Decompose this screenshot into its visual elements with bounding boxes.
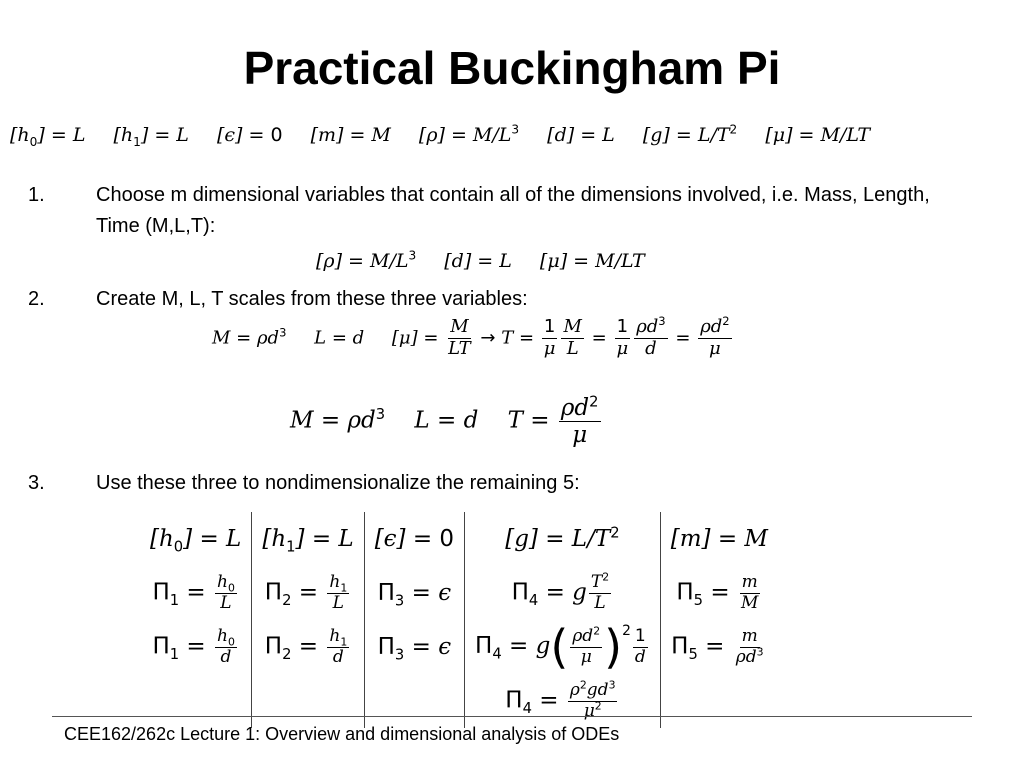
step-1: [28, 180, 988, 244]
step-2: [28, 284, 988, 316]
step-1-equation: $[\rho] = M/L^3$ [d] = L [μ] = M/LT: [316, 248, 645, 272]
step-1-text: Choose m dimensional variables that contain all of the dimensions involved, i.e. Mass, Length, Time (M,L,T):: [96, 184, 930, 237]
footer-rule: [52, 716, 972, 717]
pi-groups-table: [140, 512, 778, 728]
step-2-derivation: $M = \rho d^3$ L = d [μ] = $\frac{M}{LT}$ → T = $\frac{1}{\mu}$ $\frac{M}{L}$ = $\frac{1}{\mu}$ $\frac{\rho d^3}{d}$ = $\frac{\rho d^2}{\mu}$: [212, 314, 730, 359]
table-row: $\Pi_1$ = $\frac{h_0}{L}$ $\Pi_2$ = $\frac{h_1}{L}$ $\Pi_3 = \epsilon$ $\Pi_4 = g$ $\frac{T^2}{L}$ $\Pi_5$ = $\frac{m}{M}$: [140, 566, 778, 620]
step-3-text: Use these three to nondimensionalize the remaining 5:: [96, 472, 580, 494]
table-row: $\Pi_1$ = $\frac{h_0}{d}$ $\Pi_2$ = $\frac{h_1}{d}$ $\Pi_3 = \epsilon$ $\Pi_4 = g$( $\frac{\rho d^2}{\mu}$ )$^2$ $\frac{1}{d}$ $\Pi_5$ = $\frac{m}{\rho d^3}$: [140, 620, 778, 674]
table-row: $[h_0] = L$ $[h_1] = L$ [ϵ] = 0 $[g] = L/T^2$ [m] = M: [140, 512, 778, 566]
step-3: [28, 468, 988, 500]
slide-title: Practical Buckingham Pi: [243, 42, 781, 94]
step-2-number: 2.: [28, 288, 45, 310]
variable-dimensions-row: $[h_0] = L$ $[h_1] = L$ [ϵ] = 0 [m] = M $[\rho] = M/L^3$ [d] = L $[g] = L/T^2$ [μ] = M/LT: [10, 122, 871, 149]
table-row: $\Pi_4$ = $\frac{\rho^2gd^3}{\mu^2}$: [140, 674, 778, 728]
footer-text: CEE162/262c Lecture 1: Overview and dimensional analysis of ODEs: [64, 724, 620, 744]
step-3-number: 3.: [28, 472, 45, 494]
step-2-scales: $M = \rho d^3$ L = d T = $\frac{\rho d^2}{\mu}$: [290, 393, 599, 449]
step-2-text: Create M, L, T scales from these three variables:: [96, 288, 528, 310]
step-1-number: 1.: [28, 184, 45, 206]
